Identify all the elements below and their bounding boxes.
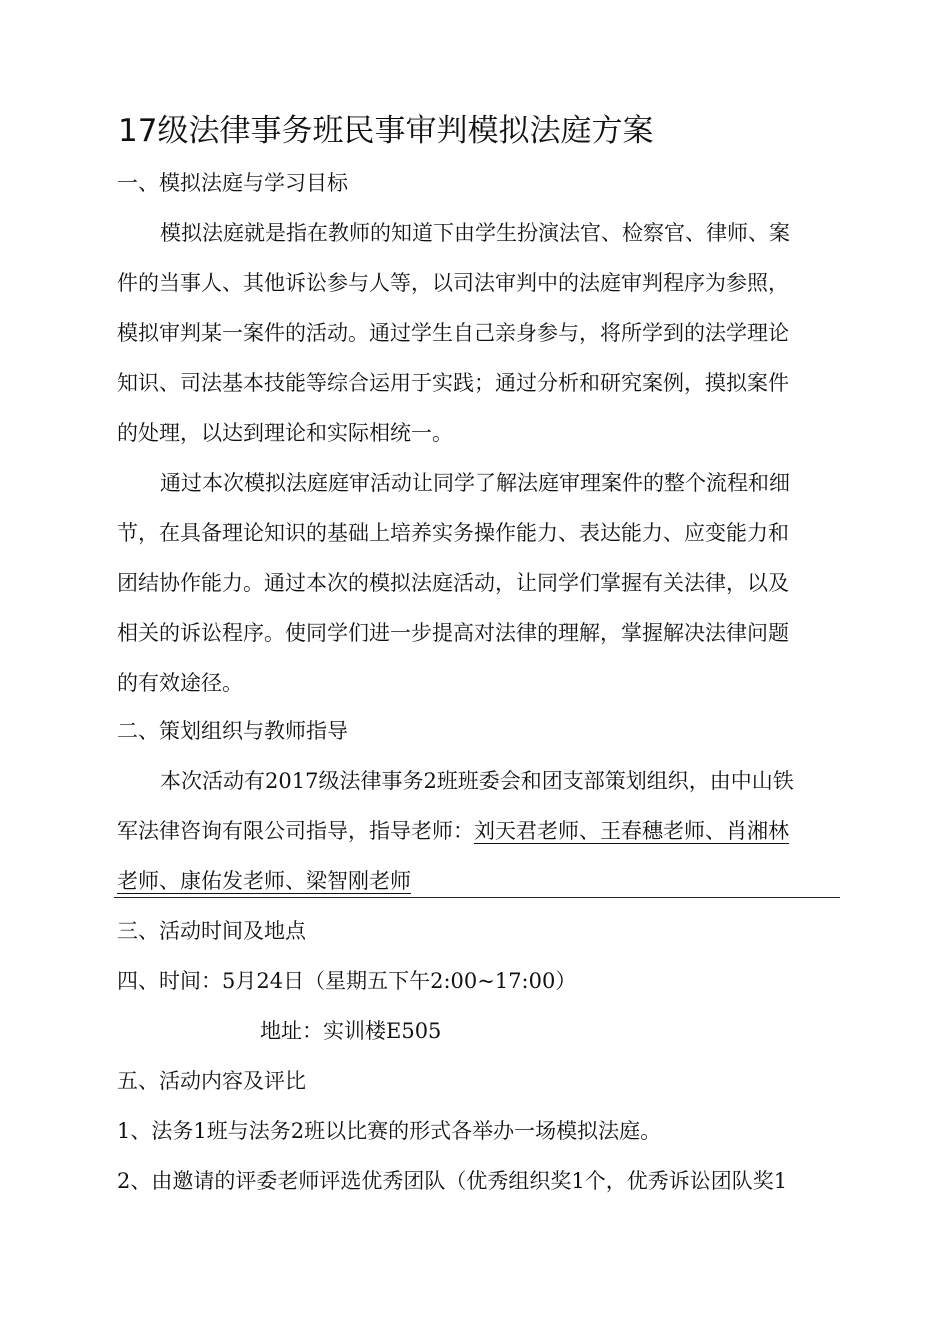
paragraph-line: 通过本次模拟法庭庭审活动让同学了解法庭审理案件的整个流程和细 [160, 471, 790, 495]
section-5-heading: 五、活动内容及评比 [117, 1069, 306, 1093]
paragraph-line: 本次活动有2017级法律事务2班班委会和团支部策划组织，由中山铁 [160, 769, 794, 793]
horizontal-rule [114, 897, 840, 898]
paragraph-line: 件的当事人、其他诉讼参与人等，以司法审判中的法庭审判程序为参照， [117, 271, 789, 295]
teachers-list-continued: 老师、康佑发老师、梁智刚老师 [117, 869, 411, 893]
document-title: 17级法律事务班民事审判模拟法庭方案 [118, 113, 654, 149]
paragraph-line [117, 856, 847, 906]
paragraph-line: 团结协作能力。通过本次的模拟法庭活动，让同学们掌握有关法律，以及 [117, 571, 789, 595]
section-3-heading: 三、活动时间及地点 [117, 919, 306, 943]
paragraph-line: 模拟审判某一案件的活动。通过学生自己亲身参与，将所学到的法学理论 [117, 321, 789, 345]
guidance-prefix: 军法律咨询有限公司指导，指导老师： [117, 819, 474, 843]
paragraph-line: 节，在具备理论知识的基础上培养实务操作能力、表达能力、应变能力和 [117, 521, 789, 545]
section-2-heading: 二、策划组织与教师指导 [117, 719, 348, 743]
paragraph-line: 知识、司法基本技能等综合运用于实践；通过分析和研究案例，摸拟案件 [117, 371, 789, 395]
teachers-list: 刘天君老师、王春穗老师、肖湘林 [474, 819, 789, 843]
paragraph-line: 的处理，以达到理论和实际相统一。 [117, 421, 453, 445]
activity-address: 地址：实训楼E505 [260, 1019, 442, 1043]
paragraph-line: 的有效途径。 [117, 671, 243, 695]
activity-time: 四、时间：5月24日（星期五下午2:00~17:00） [117, 969, 577, 993]
list-item: 1、法务1班与法务2班以比赛的形式各举办一场模拟法庭。 [117, 1119, 662, 1143]
paragraph-line [117, 806, 847, 856]
paragraph-line: 相关的诉讼程序。使同学们进一步提高对法律的理解，掌握解决法律问题 [117, 621, 789, 645]
section-1-heading: 一、模拟法庭与学习目标 [117, 171, 348, 195]
list-item: 2、由邀请的评委老师评选优秀团队（优秀组织奖1个，优秀诉讼团队奖1 [117, 1169, 788, 1193]
paragraph-line: 模拟法庭就是指在教师的知道下由学生扮演法官、检察官、律师、案 [160, 221, 790, 245]
